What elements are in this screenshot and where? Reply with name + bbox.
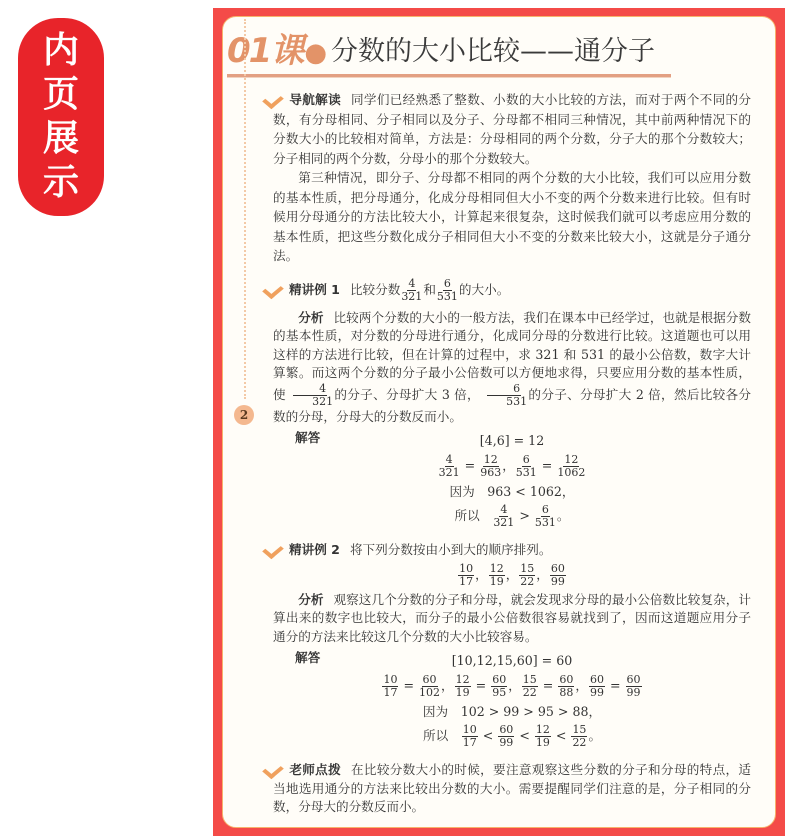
numerator: 60 bbox=[499, 723, 514, 736]
text-run: 和 bbox=[423, 281, 436, 297]
example-2-question: 将下列分数按由小到大的顺序排列。 bbox=[349, 542, 552, 557]
math-line bbox=[355, 674, 669, 699]
fraction bbox=[557, 454, 585, 479]
text-run: 因为 963 < 1062， bbox=[449, 483, 575, 499]
denominator: 321 bbox=[493, 516, 515, 529]
page-content bbox=[273, 90, 751, 817]
title-dot: ● bbox=[304, 38, 328, 68]
text-run: = bbox=[471, 677, 491, 693]
fraction bbox=[419, 674, 440, 699]
numerator: 4 bbox=[408, 276, 416, 290]
fraction bbox=[437, 278, 458, 303]
text-run: [10,12,15,60] = 60 bbox=[451, 653, 573, 668]
solution-lines bbox=[355, 428, 669, 532]
example-2-solution bbox=[273, 648, 751, 752]
answer-label: 解答 bbox=[295, 430, 321, 445]
text-run: 。 bbox=[588, 728, 602, 743]
denominator: 17 bbox=[459, 574, 474, 588]
fraction bbox=[455, 674, 471, 699]
tip-label: 老师点拨 bbox=[289, 762, 341, 777]
text-run: 的分子、分母扩大 2 倍，然后比较各分数的分母，分母大的分数反而小。 bbox=[273, 386, 752, 424]
fraction bbox=[382, 674, 398, 699]
intro-label: 导航解读 bbox=[289, 92, 341, 107]
denominator: 99 bbox=[550, 574, 565, 588]
text-run: ， bbox=[502, 457, 515, 473]
fraction bbox=[491, 674, 507, 699]
fraction bbox=[462, 724, 478, 749]
fraction bbox=[458, 563, 474, 588]
example-2-analysis: 观察这几个分数的分子和分母，就会发现求分母的最小公倍数比较复杂，计算出来的数字也比较大，而分子的最小公倍数很容易就找到了，因而这道题应用分子通分的方法来比较这几个分数的大小比较容易。 bbox=[273, 591, 752, 644]
numerator: 6 bbox=[522, 452, 530, 466]
fraction bbox=[535, 504, 556, 529]
promo-badge bbox=[18, 18, 104, 216]
denominator: 99 bbox=[626, 685, 641, 699]
denominator: 531 bbox=[534, 516, 556, 529]
fraction bbox=[401, 278, 422, 303]
denominator: 22 bbox=[522, 685, 537, 699]
numerator: 6 bbox=[443, 276, 451, 290]
numerator: 4 bbox=[500, 503, 508, 516]
text-run: ， bbox=[441, 677, 454, 693]
example-1 bbox=[273, 278, 751, 533]
denominator: 321 bbox=[401, 289, 423, 303]
denominator: 531 bbox=[515, 465, 537, 479]
numerator: 60 bbox=[422, 672, 437, 686]
lesson-number: 01课 bbox=[227, 31, 303, 71]
header-divider bbox=[227, 74, 671, 78]
tip-text: 在比较分数大小的时候，要注意观察这些分数的分子和分母的特点，适当地选用通分的方法来比较出分数的大小。需要提醒同学们注意的是，分子相同的分数，分母大的分数反而小。 bbox=[273, 762, 752, 814]
fraction bbox=[535, 724, 551, 749]
fraction bbox=[626, 674, 642, 699]
example-1-label: 精讲例 1 bbox=[289, 281, 340, 297]
denominator: 321 bbox=[438, 465, 460, 479]
numerator: 12 bbox=[564, 452, 579, 466]
intro-paragraph-2: 第三种情况，即分子、分母都不相同的两个分数的大小比较，我们可以应用分数的基本性质，把分母通分，化成分母相同但大小不变的两个分数来进行比较。但有时候用分母通分的方法比较大小，计算起来很复杂，这时候我们就可以考虑应用分数的基本性质，把这些分数化成分子相同但大小不变的分数来比较大小，这就是分子通分法。 bbox=[273, 170, 751, 263]
denominator: 22 bbox=[520, 574, 535, 588]
numerator: 60 bbox=[626, 672, 641, 686]
fraction bbox=[550, 563, 566, 588]
denominator: 17 bbox=[462, 736, 477, 749]
denominator: 95 bbox=[492, 685, 507, 699]
text-run: 所以 bbox=[422, 728, 461, 743]
denominator: 531 bbox=[436, 289, 458, 303]
text-run: > bbox=[515, 508, 534, 523]
fraction bbox=[558, 674, 574, 699]
page-title: 分数的大小比较——通分子 bbox=[331, 36, 656, 67]
numerator: 12 bbox=[489, 561, 504, 575]
denominator: 531 bbox=[506, 394, 528, 408]
analysis-label: 分析 bbox=[298, 309, 324, 325]
check-icon bbox=[263, 90, 289, 106]
numerator: 12 bbox=[483, 452, 498, 466]
numerator: 12 bbox=[455, 672, 470, 686]
denominator: 19 bbox=[455, 685, 470, 699]
math-line bbox=[355, 724, 669, 749]
numerator: 12 bbox=[535, 723, 550, 736]
numerator: 4 bbox=[445, 452, 453, 466]
text-run: < bbox=[515, 728, 534, 743]
numerator: 10 bbox=[459, 561, 474, 575]
denominator: 102 bbox=[419, 685, 441, 699]
text-run: 比较分数 bbox=[349, 281, 401, 297]
lesson-header bbox=[227, 23, 775, 72]
fraction bbox=[480, 454, 501, 479]
text-run: ， bbox=[508, 677, 521, 693]
teacher-tip bbox=[273, 760, 751, 817]
text-run: 。 bbox=[556, 508, 570, 523]
page-frame bbox=[213, 8, 785, 836]
fraction bbox=[489, 563, 505, 588]
fraction bbox=[498, 724, 514, 749]
text-run: < bbox=[551, 728, 571, 743]
text-run: < bbox=[478, 728, 498, 743]
numerator: 60 bbox=[589, 672, 604, 686]
analysis-label: 分析 bbox=[298, 591, 324, 607]
example-1-question bbox=[349, 276, 510, 303]
example-1-solution bbox=[273, 428, 751, 532]
text-run: 因为 102 > 99 > 95 > 88， bbox=[422, 703, 602, 719]
text-run: 所以 bbox=[454, 508, 493, 523]
numerator: 10 bbox=[383, 672, 398, 686]
numerator: 6 bbox=[541, 503, 549, 516]
page-number: 2 bbox=[234, 405, 254, 425]
denominator: 321 bbox=[312, 394, 334, 408]
numerator: 60 bbox=[492, 672, 507, 686]
book-page bbox=[222, 16, 776, 828]
numerator: 10 bbox=[462, 723, 477, 736]
fraction bbox=[516, 454, 537, 479]
check-icon bbox=[263, 280, 289, 296]
intro-paragraph-1: 同学们已经熟悉了整数、小数的大小比较的方法，而对于两个不同的分数，有分母相同、分子相同以及分子、分母都不相同三种情况，其中前两种情况下的分数大小的比较相对简单，方法是：分母相同的两个分数，分子大的那个分数较大；分子相同的两个分数，分母小的那个分数较大。 bbox=[273, 92, 752, 166]
margin-dotted-line bbox=[244, 19, 246, 399]
text-run: = bbox=[605, 677, 625, 693]
text-run: = bbox=[399, 677, 419, 693]
numerator: 15 bbox=[572, 723, 587, 736]
fraction bbox=[439, 454, 460, 479]
denominator: 99 bbox=[499, 736, 514, 749]
text-run: 的分子、分母扩大 3 倍， bbox=[334, 386, 480, 402]
fraction bbox=[287, 383, 333, 408]
check-icon bbox=[263, 540, 289, 556]
numerator: 4 bbox=[293, 383, 327, 396]
solution-lines bbox=[355, 648, 669, 752]
text-run: ， bbox=[536, 566, 549, 582]
text-run: ， bbox=[475, 566, 488, 582]
math-line bbox=[355, 702, 669, 722]
example-2-fractions bbox=[273, 563, 751, 588]
numerator: 60 bbox=[550, 561, 565, 575]
denominator: 963 bbox=[480, 465, 502, 479]
example-1-analysis bbox=[273, 310, 751, 424]
numerator: 6 bbox=[487, 383, 521, 396]
badge-text: 内页展示 bbox=[42, 30, 79, 203]
fraction bbox=[589, 674, 605, 699]
denominator: 22 bbox=[572, 736, 587, 749]
denominator: 17 bbox=[383, 685, 398, 699]
denominator: 19 bbox=[489, 574, 504, 588]
denominator: 19 bbox=[535, 736, 550, 749]
numerator: 60 bbox=[559, 672, 574, 686]
text-run: = bbox=[538, 677, 558, 693]
math-line bbox=[355, 454, 669, 479]
fraction bbox=[571, 724, 587, 749]
text-run: = bbox=[537, 457, 557, 473]
numerator: 15 bbox=[520, 561, 535, 575]
math-line bbox=[355, 431, 669, 451]
fraction bbox=[493, 504, 514, 529]
fraction bbox=[519, 563, 535, 588]
example-2 bbox=[273, 540, 751, 752]
check-icon bbox=[263, 760, 289, 776]
denominator: 88 bbox=[559, 685, 574, 699]
text-run: 比较两个分数的大小的一般方法，我们在课本中已经学过，也就是根据分数的基本性质，对分数的分母进行通分，化成同分母的分数进行比较。这道题也可以用这样的方法进行比较，但在计算的过程中，求 321 和 531 的最小公倍数，数字大计算繁。而这两个分数的分子最小公倍数可以方便地求得，只要应用分数的基本性质，使 bbox=[273, 309, 752, 402]
math-line bbox=[355, 482, 669, 502]
denominator: 99 bbox=[589, 685, 604, 699]
fraction bbox=[481, 383, 527, 408]
answer-label: 解答 bbox=[295, 650, 321, 665]
text-run: 的大小。 bbox=[458, 281, 510, 297]
text-run: [4,6] = 12 bbox=[479, 433, 545, 448]
math-line bbox=[355, 651, 669, 671]
text-run: = bbox=[460, 457, 480, 473]
intro-section bbox=[273, 90, 751, 266]
math-line bbox=[355, 504, 669, 529]
fraction bbox=[522, 674, 538, 699]
text-run: ， bbox=[505, 566, 519, 582]
denominator: 1062 bbox=[557, 465, 586, 479]
example-2-label: 精讲例 2 bbox=[289, 542, 340, 557]
text-run: ， bbox=[575, 677, 588, 693]
numerator: 15 bbox=[522, 672, 537, 686]
